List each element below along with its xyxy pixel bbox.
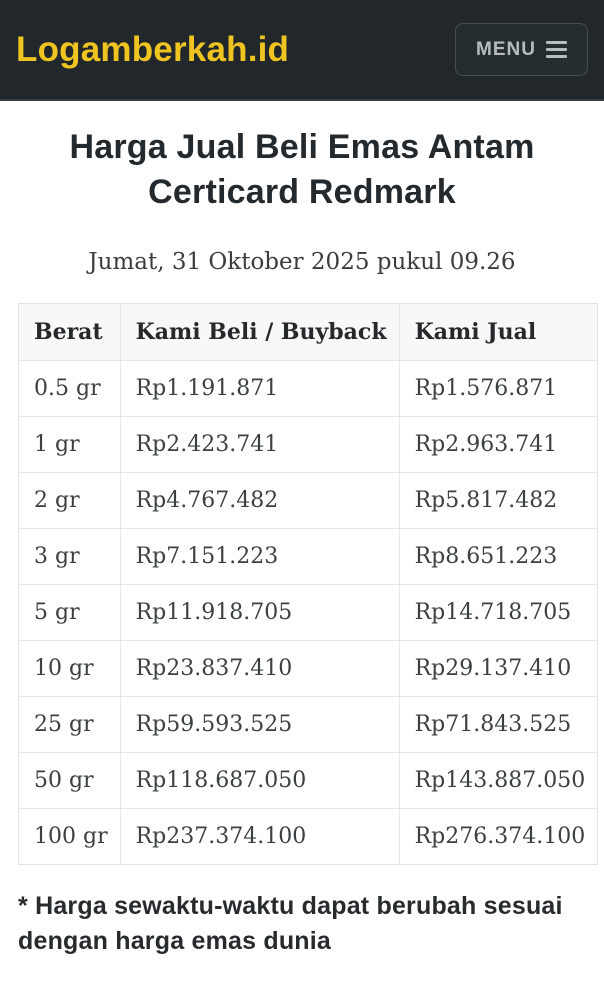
sell-price-cell: Rp143.887.050 xyxy=(399,753,598,809)
table-row xyxy=(19,809,598,865)
weight-cell: 1 gr xyxy=(19,417,121,473)
disclaimer-text: * Harga sewaktu-waktu dapat berubah sesuai dengan harga emas dunia xyxy=(18,892,563,955)
price-table-wrap xyxy=(18,303,586,865)
page-title: Harga Jual Beli Emas Antam Certicard Redmark xyxy=(69,128,535,212)
weight-cell: 10 gr xyxy=(19,641,121,697)
table-row xyxy=(19,529,598,585)
sell-price-cell: Rp1.576.871 xyxy=(399,361,598,417)
menu-button-label: MENU xyxy=(476,39,536,60)
app-header xyxy=(0,0,604,101)
price-date: Jumat, 31 Oktober 2025 pukul 09.26 xyxy=(88,249,516,276)
table-row xyxy=(19,697,598,753)
buyback-price-cell: Rp1.191.871 xyxy=(120,361,399,417)
sell-price-cell: Rp8.651.223 xyxy=(399,529,598,585)
table-row xyxy=(19,473,598,529)
site-logo[interactable]: Logamberkah.id xyxy=(16,29,290,69)
weight-cell: 50 gr xyxy=(19,753,121,809)
hamburger-icon xyxy=(546,41,567,58)
table-row xyxy=(19,417,598,473)
buyback-price-cell: Rp2.423.741 xyxy=(120,417,399,473)
sell-price-cell: Rp2.963.741 xyxy=(399,417,598,473)
table-row xyxy=(19,585,598,641)
weight-cell: 2 gr xyxy=(19,473,121,529)
table-row xyxy=(19,641,598,697)
column-header-buyback: Kami Beli / Buyback xyxy=(120,304,399,361)
weight-cell: 0.5 gr xyxy=(19,361,121,417)
price-table-head xyxy=(19,304,598,361)
sell-price-cell: Rp14.718.705 xyxy=(399,585,598,641)
price-table xyxy=(18,303,598,865)
table-row xyxy=(19,361,598,417)
column-header-berat: Berat xyxy=(19,304,121,361)
price-table-body xyxy=(19,361,598,865)
sell-price-cell: Rp5.817.482 xyxy=(399,473,598,529)
buyback-price-cell: Rp7.151.223 xyxy=(120,529,399,585)
column-header-jual: Kami Jual xyxy=(399,304,598,361)
weight-cell: 25 gr xyxy=(19,697,121,753)
header-row xyxy=(19,304,598,361)
buyback-price-cell: Rp237.374.100 xyxy=(120,809,399,865)
sell-price-cell: Rp29.137.410 xyxy=(399,641,598,697)
menu-button[interactable] xyxy=(455,23,588,76)
buyback-price-cell: Rp118.687.050 xyxy=(120,753,399,809)
table-row xyxy=(19,753,598,809)
buyback-price-cell: Rp59.593.525 xyxy=(120,697,399,753)
buyback-price-cell: Rp11.918.705 xyxy=(120,585,399,641)
sell-price-cell: Rp276.374.100 xyxy=(399,809,598,865)
main-content xyxy=(0,125,604,958)
buyback-price-cell: Rp4.767.482 xyxy=(120,473,399,529)
sell-price-cell: Rp71.843.525 xyxy=(399,697,598,753)
weight-cell: 100 gr xyxy=(19,809,121,865)
weight-cell: 5 gr xyxy=(19,585,121,641)
weight-cell: 3 gr xyxy=(19,529,121,585)
buyback-price-cell: Rp23.837.410 xyxy=(120,641,399,697)
